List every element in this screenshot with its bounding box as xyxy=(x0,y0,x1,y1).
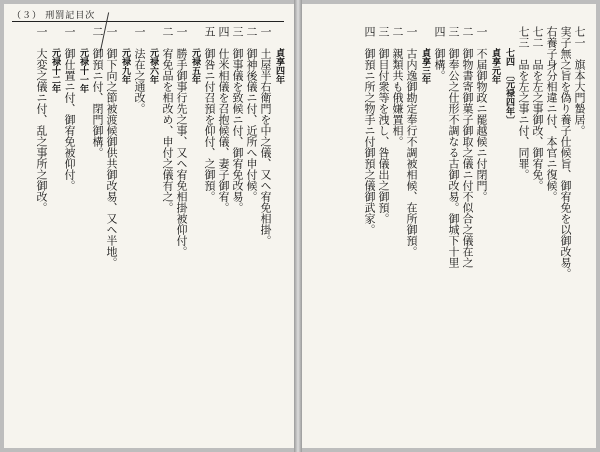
era-heading: 元禄九年 xyxy=(120,48,130,84)
entry: 二 御物書寄御菓子御取之儀ニ付不似合之儀在之 xyxy=(461,26,474,268)
entry: 四 御構。 xyxy=(433,26,446,81)
era-heading: 貞享四年 xyxy=(274,48,284,84)
era-heading: 七四 〔元禄四年〕 xyxy=(504,48,514,125)
era-heading: 貞享三年 xyxy=(420,48,430,84)
entry: 一 御下向之節被渡候御供共御改易、又ヘ半地。 xyxy=(105,26,118,268)
entry: 一 勝手御事行先之事、又ヘ宥免相掛被仰付。 xyxy=(175,26,188,257)
header-rule xyxy=(12,21,284,22)
entry: 二 御預ニ付、閉門御構。 xyxy=(91,26,104,158)
entry: 二 宥免品を相改め、申付之儀有之。 xyxy=(161,26,174,213)
entry: 実子無之旨を偽り養子仕候旨、御宥免を以御改易。 xyxy=(559,26,572,279)
entry: 一 古内逸御勘定奉行不調被相候、在所御預。 xyxy=(405,26,418,257)
page-number: （３） xyxy=(12,10,43,20)
left-page xyxy=(4,4,294,448)
entry: 一 不届御物政ニ罷越候ニ付閉門。 xyxy=(475,26,488,202)
entry: 一 大変之儀ニ付、乱之事所之御改。 xyxy=(35,26,48,213)
entry: 四 仕米相儀を召抱候儀、妻子御宥。 xyxy=(217,26,230,213)
era-heading: 貞享元年 xyxy=(490,48,500,84)
entry: 二 親類共も俄嫌置相。 xyxy=(391,26,404,147)
page-header xyxy=(12,8,95,21)
left-text-block xyxy=(16,26,286,442)
right-page xyxy=(302,4,596,448)
era-heading: 元禄六年 xyxy=(148,48,158,84)
book-gutter xyxy=(294,0,302,452)
era-heading: 元禄五年 xyxy=(190,48,200,84)
entry: 七一 旗本大門蟄居。 xyxy=(573,26,586,136)
entry: 一 法在之通改。 xyxy=(133,26,146,114)
entry: 五 御咎ニ付召預を仰付、之御預。 xyxy=(203,26,216,202)
era-heading: 元禄十二年 xyxy=(50,48,60,93)
entry: 右養子身分相違ニ付、本官ニ復候。 xyxy=(545,26,558,202)
era-heading: 元禄十一年 xyxy=(78,48,88,93)
entry: 一 御仕置ニ付、御宥免被仰付。 xyxy=(63,26,76,191)
entry: 二 御神後儀ニ付、近所へ申付候。 xyxy=(245,26,258,202)
entry: 一 土屋半右衛門を中之儀、又ヘ宥免相掛。 xyxy=(259,26,272,246)
entry: 三 御奉公之仕形不調なる古御改易。御城下十里 xyxy=(447,26,460,268)
entry: 三 御事儀を致候ニ付、御宥免改易。 xyxy=(231,26,244,213)
right-text-block xyxy=(314,26,586,442)
entry: 七二 品を左之事御改、御宥免。 xyxy=(531,26,544,191)
entry: 四 御預ニ所之物手ニ付御預之儀御武家。 xyxy=(363,26,376,235)
entry: 三 御目付衆等を洩し、咎儀出之御預。 xyxy=(377,26,390,224)
page-title: 刑罰記目次 xyxy=(45,10,96,20)
entry: 七三 品を左之事ニ付、同罪。 xyxy=(517,26,530,180)
